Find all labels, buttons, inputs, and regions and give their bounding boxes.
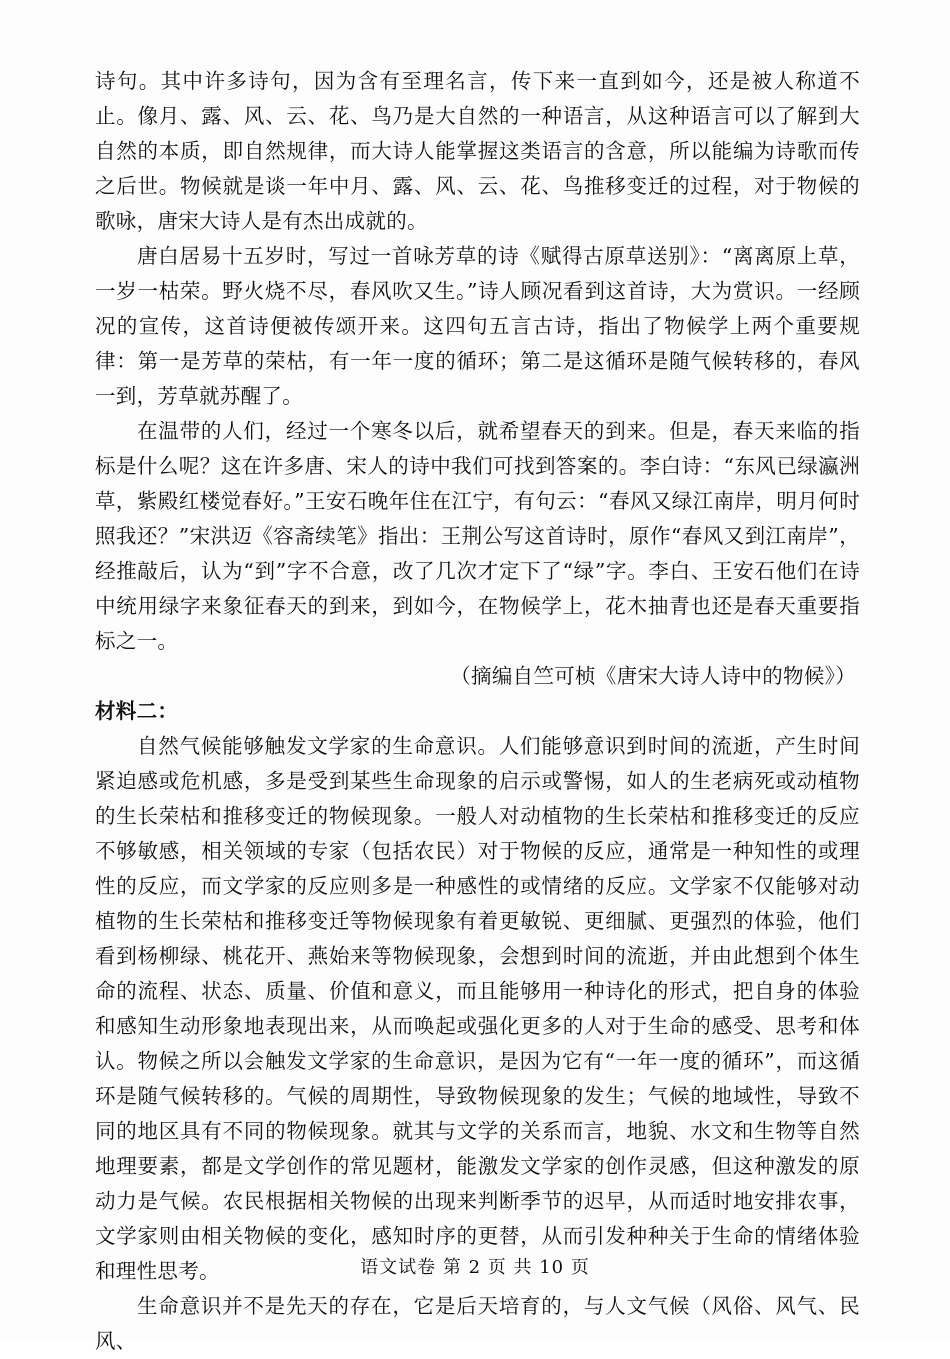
paragraph-3: 在温带的人们，经过一个寒冬以后，就希望春天的到来。但是，春天来临的指标是什么呢？这在许多唐、宋人的诗中我们可找到答案的。李白诗：“东风已绿瀛洲草，紫殿红楼觉春好。”王安石晚年住在江宁，有句云：“春风又绿江南岸，明月何时照我还？”宋洪迈《容斋续笔》指出：王荆公写这首诗时，原作“春风又到江南岸”，经推敲后，认为“到”字不合意，改了几次才定下了“绿”字。李白、王安石他们在诗中统用绿字来象征春天的到来，到如今，在物候学上，花木抽青也还是春天重要指标之一。 [95,419,860,653]
section-title-material-2: 材料二： [95,699,179,723]
paragraph-2: 唐白居易十五岁时，写过一首咏芳草的诗《赋得古原草送别》：“离离原上草，一岁一枯荣。野火烧不尽，春风吹又生。”诗人顾况看到这首诗，大为赏识。一经顾况的宣传，这首诗便被传颂开来。这四句五言古诗，指出了物候学上两个重要规律：第一是芳草的荣枯，有一年一度的循环；第二是这循环是随气候转移的，春风一到，芳草就苏醒了。 [95,244,860,408]
page-footer: 语文试卷 第 2 页 共 10 页 [360,1257,590,1278]
paragraph-5: 生命意识并不是先天的存在，它是后天培育的，与人文气候（风俗、风气、民风、 [95,1294,860,1353]
source-citation: （摘编自竺可桢《唐宋大诗人诗中的物候》） [450,664,856,688]
page-content [95,64,860,1359]
paragraph-4: 自然气候能够触发文学家的生命意识。人们能够意识到时间的流逝，产生时间紧迫感或危机感，多是受到某些生命现象的启示或警惕，如人的生老病死或动植物的生长荣枯和推移变迁的物候现象。一般人对动植物的生长荣枯和推移变迁的反应不够敏感，相关领域的专家（包括农民）对于物候的反应，通常是一种知性的或理性的反应，而文学家的反应则多是一种感性的或情绪的反应。文学家不仅能够对动植物的生长荣枯和推移变迁等物候现象有着更敏锐、更细腻、更强烈的体验，他们看到杨柳绿、桃花开、燕始来等物候现象，会想到时间的流逝，并由此想到个体生命的流程、状态、质量、价值和意义，而且能够用一种诗化的形式，把自身的体验和感知生动形象地表现出来，从而唤起或强化更多的人对于生命的感受、思考和体认。物候之所以会触发文学家的生命意识，是因为它有“一年一度的循环”，而这循环是随气候转移的。气候的周期性，导致物候现象的发生；气候的地域性，导致不同的地区具有不同的物候现象。就其与文学的关系而言，地貌、水文和生物等自然地理要素，都是文学创作的常见题材，能激发文学家的创作灵感，但这种激发的原动力是气候。农民根据相关物候的出现来判断季节的迟早，从而适时地安排农事，文学家则由相关物候的变化，感知时序的更替，从而引发种种关于生命的情绪体验和理性思考。 [95,734,860,1283]
paragraph-1: 诗句。其中许多诗句，因为含有至理名言，传下来一直到如今，还是被人称道不止。像月、露、风、云、花、鸟乃是大自然的一种语言，从这种语言可以了解到大自然的本质，即自然规律，而大诗人能掌握这类语言的含意，所以能编为诗歌而传之后世。物候就是谈一年中月、露、风、云、花、鸟推移变迁的过程，对于物候的歌咏，唐宋大诗人是有杰出成就的。 [95,69,860,233]
